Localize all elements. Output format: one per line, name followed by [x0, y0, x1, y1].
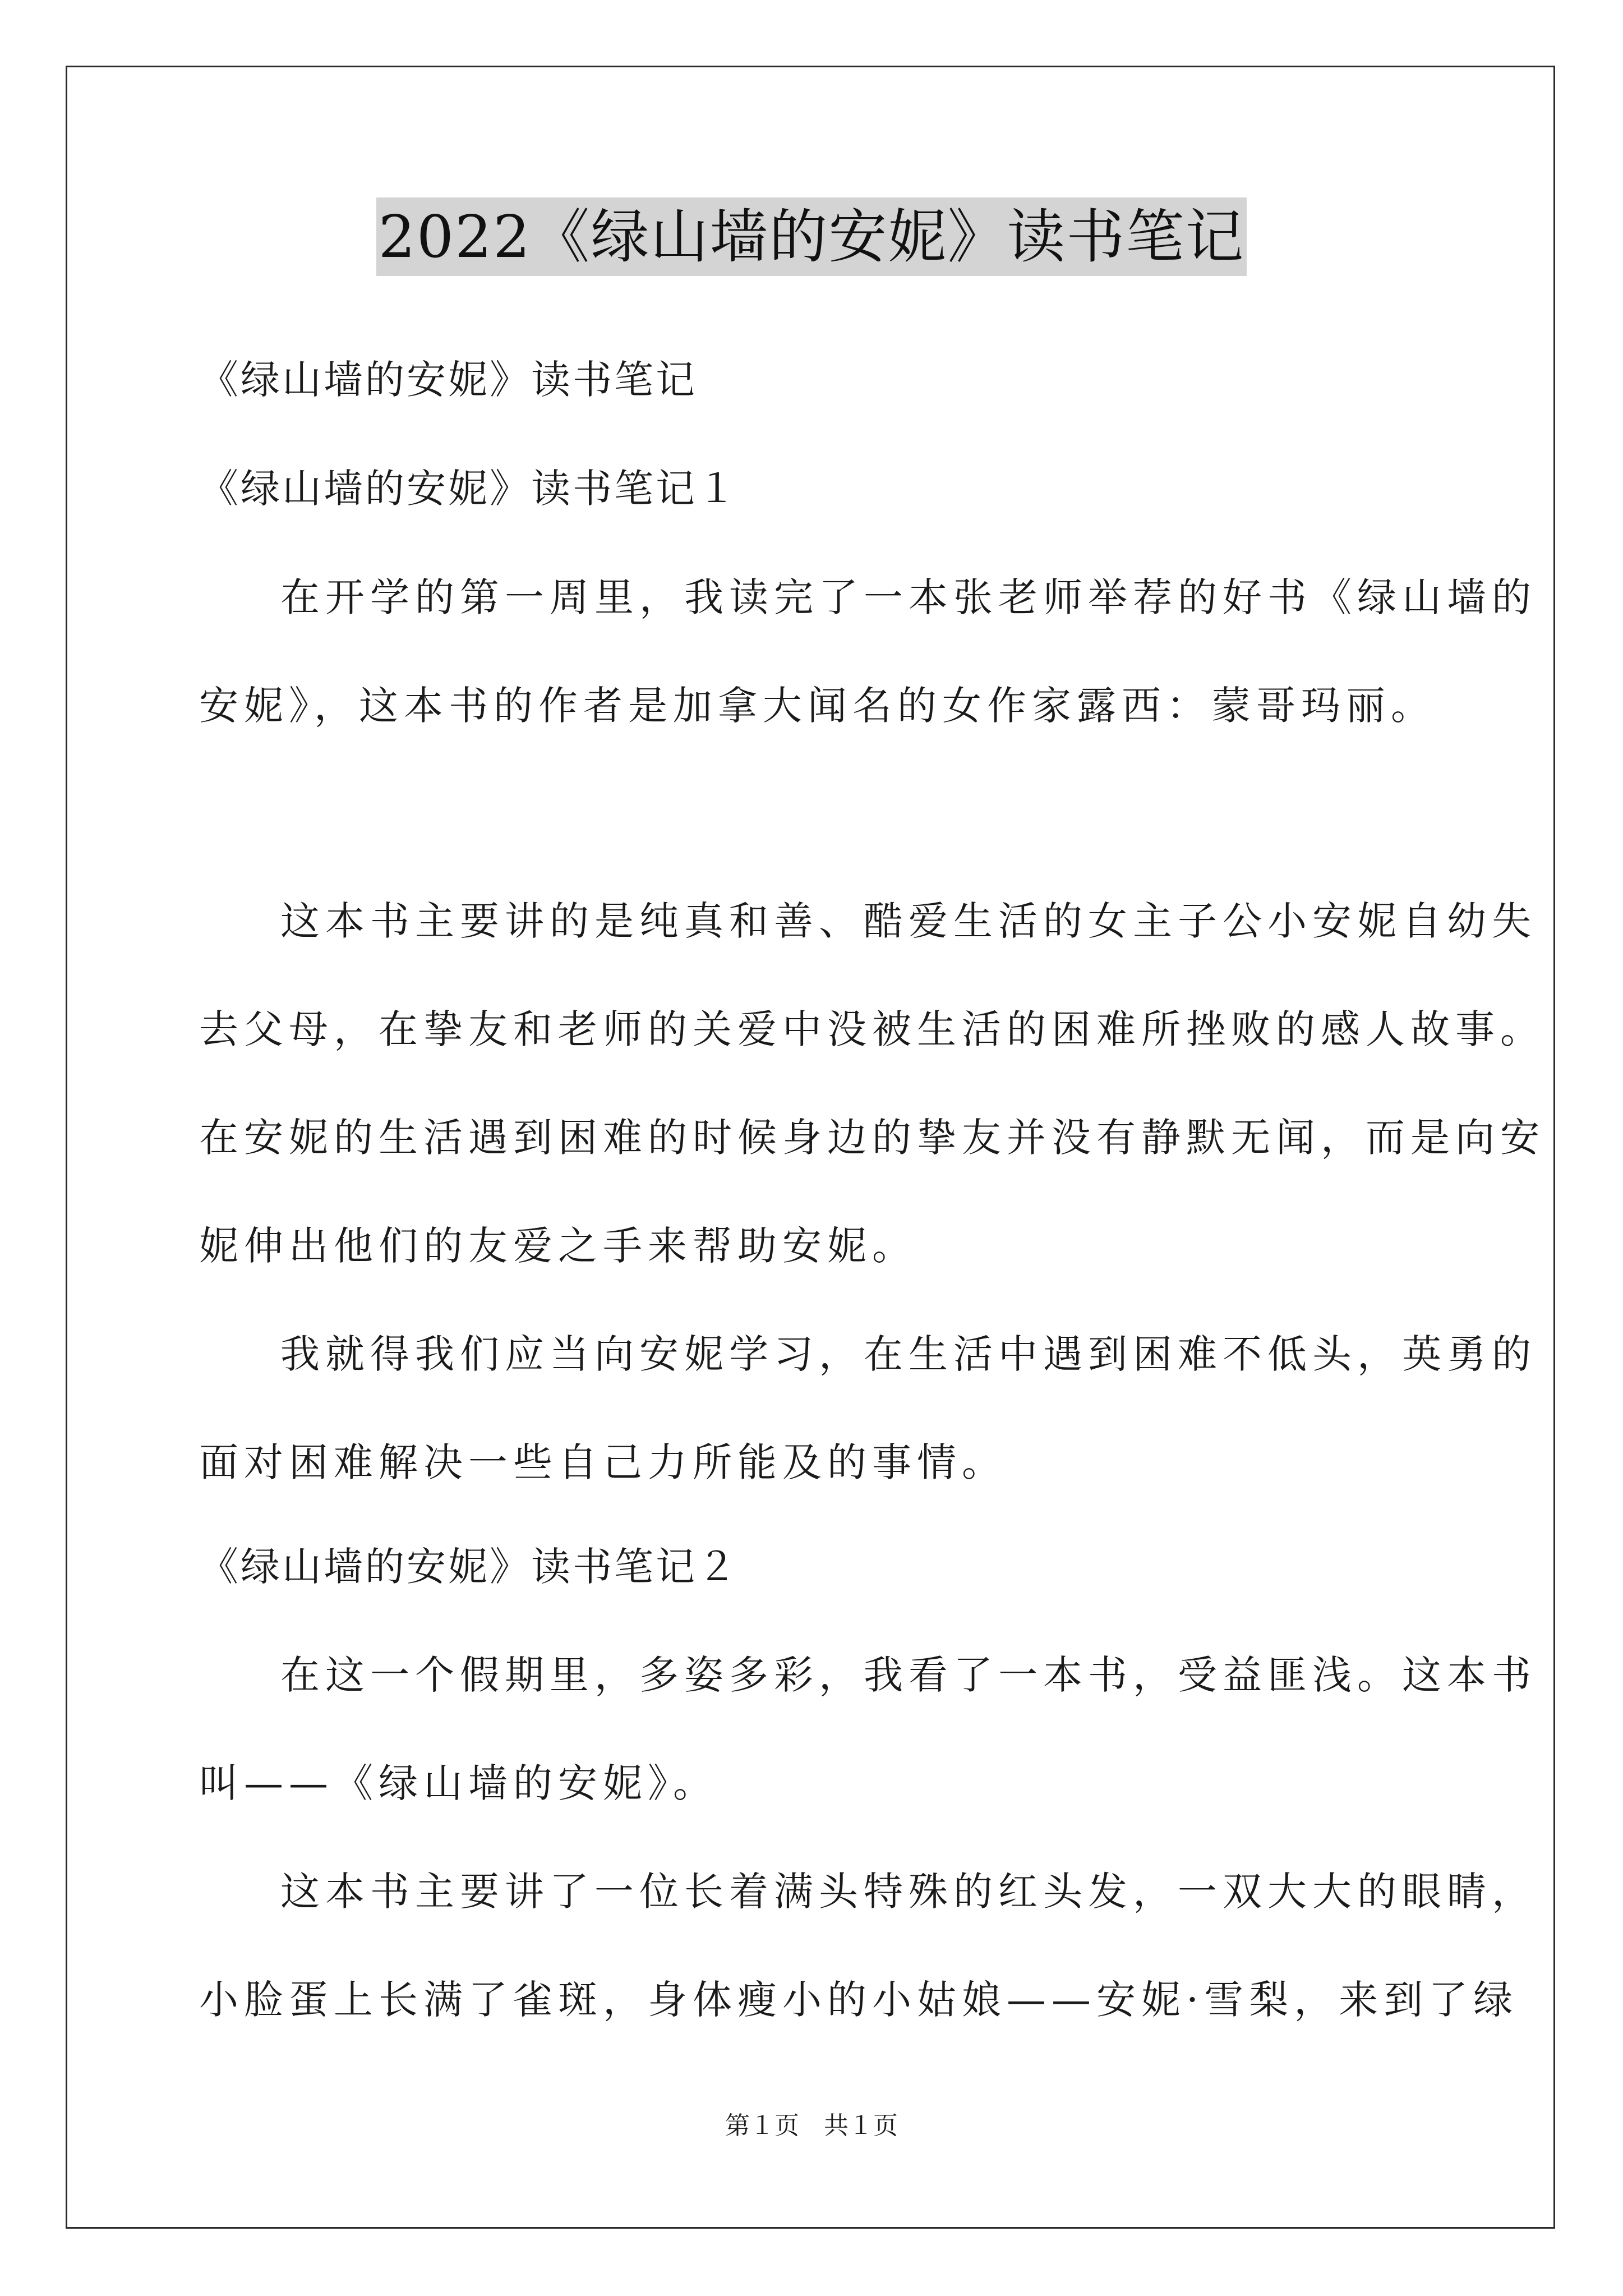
section-1-paragraph-2-line-4: 妮伸出他们的友爱之手来帮助安妮。 — [199, 1223, 917, 1269]
section-1-paragraph-1-line-2: 安妮》，这本书的作者是加拿大闻名的女作家露西：蒙哥玛丽。 — [199, 683, 1436, 729]
section-1-paragraph-1-line-1: 在开学的第一周里，我读完了一本张老师举荐的好书《绿山墙的 — [280, 574, 1537, 620]
title-container — [0, 197, 1623, 276]
section-2-paragraph-1-line-2: 叫——《绿山墙的安妮》。 — [199, 1760, 718, 1806]
section-2-paragraph-2-line-1: 这本书主要讲了一位长着满头特殊的红头发，一双大大的眼睛， — [280, 1869, 1537, 1915]
section-1-paragraph-2-line-1: 这本书主要讲的是纯真和善、酷爱生活的女主子公小安妮自幼失 — [280, 898, 1537, 944]
page-footer: 第１页 共１页 — [725, 2111, 898, 2140]
section-1-heading: 《绿山墙的安妮》读书笔记１ — [199, 466, 739, 512]
section-1-paragraph-2-line-2: 去父母，在挚友和老师的关爱中没被生活的困难所挫败的感人故事。 — [199, 1006, 1545, 1052]
section-1-paragraph-2-line-3: 在安妮的生活遇到困难的时候身边的挚友并没有静默无闻，而是向安 — [199, 1115, 1545, 1161]
document-title: 2022《绿山墙的安妮》读书笔记 — [376, 197, 1247, 276]
section-1-paragraph-3-line-2: 面对困难解决一些自己力所能及的事情。 — [199, 1439, 1007, 1485]
main-heading: 《绿山墙的安妮》读书笔记 — [199, 357, 697, 403]
section-1-paragraph-3-line-1: 我就得我们应当向安妮学习，在生活中遇到困难不低头，英勇的 — [280, 1331, 1537, 1377]
section-2-paragraph-2-line-2: 小脸蛋上长满了雀斑，身体瘦小的小姑娘——安妮·雪梨，来到了绿 — [199, 1977, 1519, 2023]
section-2-paragraph-1-line-1: 在这一个假期里，多姿多彩，我看了一本书，受益匪浅。这本书 — [280, 1652, 1537, 1698]
section-2-heading: 《绿山墙的安妮》读书笔记２ — [199, 1544, 739, 1590]
